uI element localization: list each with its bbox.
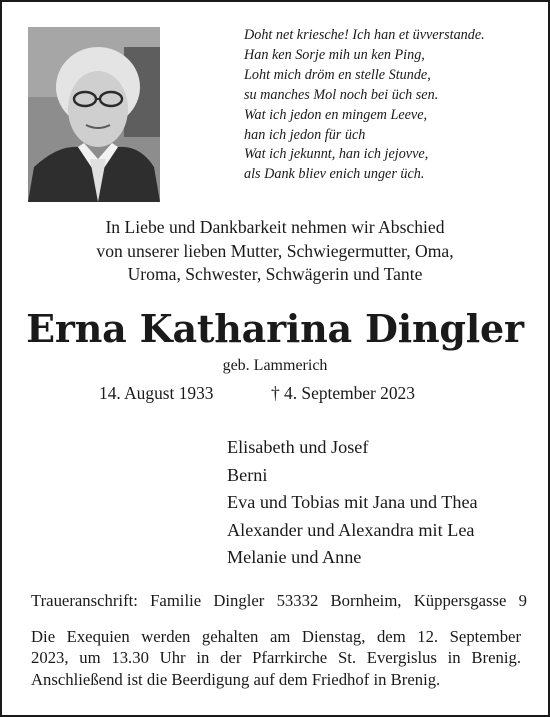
- family-member: Berni: [227, 464, 268, 485]
- service-info: [31, 626, 521, 690]
- intro-line: In Liebe und Dankbarkeit nehmen wir Abschied: [105, 217, 445, 237]
- poem-line: Wat ich jedon en mingem Leeve,: [244, 106, 428, 123]
- intro-line: Uroma, Schwester, Schwägerin und Tante: [127, 264, 423, 284]
- intro-line: von unserer lieben Mutter, Schwiegermutter, Oma,: [96, 240, 454, 261]
- intro-text: [0, 216, 550, 287]
- service-line: 2023, um 13.30 Uhr in der Pfarrkirche St. Evergislus in Brenig.: [31, 648, 521, 668]
- family-member: Melanie und Anne: [227, 547, 362, 567]
- mourning-address: Traueranschrift: Familie Dingler 53332 Bornheim, Küppersgasse 9: [31, 591, 527, 610]
- deceased-name: Erna Katharina Dingler: [26, 306, 524, 351]
- family-member: Alexander und Alexandra mit Lea: [227, 519, 475, 540]
- service-line: Die Exequien werden gehalten am Dienstag, dem 12. September: [31, 627, 521, 646]
- poem-line: als Dank bliev enich unger üch.: [244, 166, 425, 183]
- service-line: Anschließend ist die Beerdigung auf dem Friedhof in Brenig.: [31, 669, 441, 689]
- death-date: † 4. September 2023: [271, 383, 415, 403]
- portrait-illustration: [28, 27, 160, 202]
- family-member: Eva und Tobias mit Jana und Thea: [227, 492, 478, 512]
- poem-line: Wat ich jekunnt, han ich jejovve,: [244, 146, 429, 163]
- poem-line: Han ken Sorje mih un ken Ping,: [244, 46, 425, 63]
- maiden-name: geb. Lammerich: [222, 357, 328, 374]
- poem-line: Loht mich dröm en stelle Stunde,: [244, 66, 431, 83]
- poem-line: su manches Mol noch bei üch sen.: [244, 86, 439, 103]
- birth-date: 14. August 1933: [99, 383, 214, 403]
- poem: [244, 26, 534, 185]
- portrait-photo: [28, 27, 160, 202]
- family-member: Elisabeth und Josef: [227, 437, 369, 457]
- family-list: [227, 434, 478, 572]
- poem-line: han ich jedon für üch: [244, 126, 366, 143]
- poem-line: Doht net kriesche! Ich han et üvverstande.: [244, 27, 485, 43]
